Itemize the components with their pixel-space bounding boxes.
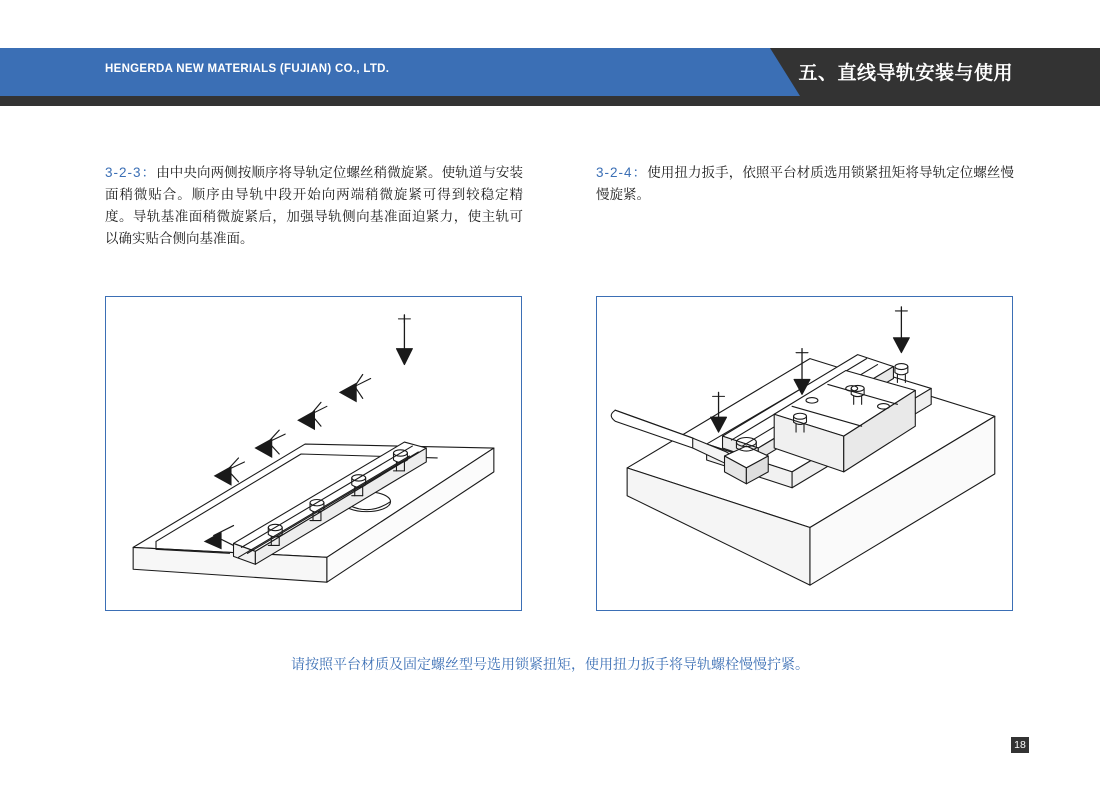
page-number: 18 bbox=[1011, 737, 1029, 753]
figure-caption: 请按照平台材质及固定螺丝型号选用锁紧扭矩，使用扭力扳手将导轨螺栓慢慢拧紧。 bbox=[291, 656, 809, 672]
left-step-label: 3-2-3： bbox=[105, 165, 157, 180]
right-step-text: 使用扭力扳手，依照平台材质选用锁紧扭矩将导轨定位螺丝慢慢旋紧。 bbox=[596, 165, 1015, 202]
figure-right-illustration bbox=[597, 297, 1012, 610]
right-step-label: 3-2-4： bbox=[596, 165, 648, 180]
figure-left bbox=[105, 296, 522, 611]
left-text-column bbox=[105, 162, 523, 250]
right-text-column bbox=[596, 162, 1014, 206]
figure-right bbox=[596, 296, 1013, 611]
left-step-text: 由中央向两侧按顺序将导轨定位螺丝稍微旋紧。使轨道与安装面稍微贴合。顺序由导轨中段开始向两端稍微旋紧可得到较稳定精度。导轨基准面稍微旋紧后，加强导轨侧向基准面迫紧力，使主轨可以确实贴合侧向基准面。 bbox=[105, 165, 524, 246]
company-name: HENGERDA NEW MATERIALS (FUJIAN) CO., LTD. bbox=[105, 63, 390, 75]
figure-left-illustration bbox=[106, 297, 521, 610]
page-header bbox=[0, 48, 1100, 106]
section-title: 五、直线导轨安装与使用 bbox=[798, 63, 1013, 84]
